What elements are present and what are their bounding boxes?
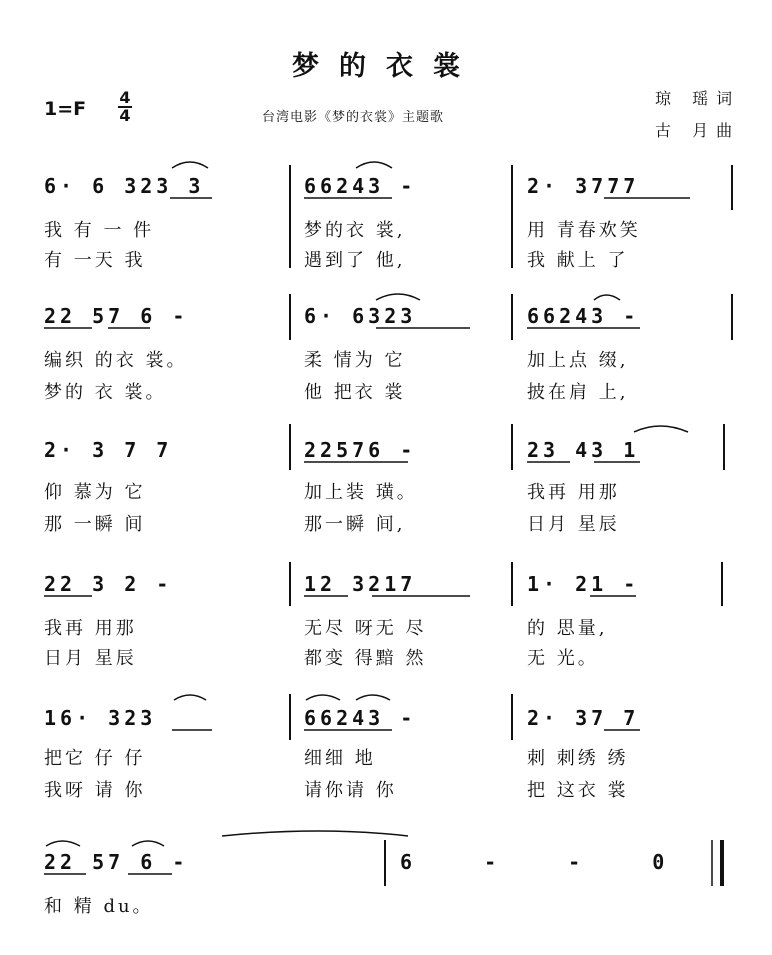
row2-lyric2-m2: 他 把衣 裳: [304, 382, 406, 403]
row5-lyric2-m1: 我呀 请 你: [44, 780, 146, 801]
row5-lyric1-m2: 细细 地: [304, 748, 376, 769]
row6-measure2-notes: 6 - - 0: [400, 850, 695, 874]
row1-lyric2-m2: 遇到了 他,: [304, 250, 406, 271]
row2-measure2-notes: 6· 6323: [304, 304, 417, 328]
row1-lyric1-m1: 我 有 一 件: [44, 220, 155, 241]
row5-measure2-notes: 66243 -: [304, 706, 417, 730]
row4-lyric2-m3: 无 光。: [527, 648, 599, 669]
slur-arc: [634, 426, 688, 432]
row2-lyric1-m1: 编织 的衣 裳。: [44, 350, 188, 371]
row4-measure3-notes: 1· 21 -: [527, 572, 640, 596]
slur-arc: [594, 295, 620, 300]
slur-arc: [306, 695, 340, 700]
tie-arc: [222, 831, 408, 836]
row1-lyric2-m1: 有 一天 我: [44, 250, 146, 271]
row2-measure3-notes: 66243 -: [527, 304, 640, 328]
lyricist-credit: 琼 瑶词: [655, 89, 741, 108]
row6-lyric1-m1: 和 精 du。: [44, 896, 154, 917]
row1-measure2-notes: 66243 -: [304, 174, 417, 198]
row1-measure1-notes: 6· 6 323 3: [44, 174, 205, 198]
row3-lyric1-m3: 我再 用那: [527, 482, 620, 503]
song-title: 梦的衣裳: [292, 51, 480, 82]
row6-measure1-notes: 22 57 6 -: [44, 850, 189, 874]
row2-lyric2-m1: 梦的 衣 裳。: [44, 382, 167, 403]
row3-measure1-notes: 2· 3 7 7: [44, 438, 173, 462]
composer-credit: 古 月曲: [655, 121, 741, 140]
slur-arc: [132, 841, 164, 846]
slur-arc: [174, 695, 206, 700]
row5-measure3-notes: 2· 37 7: [527, 706, 640, 730]
slur-arc: [46, 841, 80, 846]
row3-lyric1-m1: 仰 慕为 它: [44, 482, 146, 503]
row5-measure1-notes: 16· 323: [44, 706, 157, 730]
row2-lyric1-m2: 柔 情为 它: [304, 350, 406, 371]
row4-measure1-notes: 22 3 2 -: [44, 572, 173, 596]
row1-measure3-notes: 2· 3777: [527, 174, 640, 198]
row4-lyric2-m1: 日月 星辰: [44, 648, 137, 669]
row5-lyric1-m1: 把它 仔 仔: [44, 748, 146, 769]
row4-lyric1-m1: 我再 用那: [44, 618, 137, 639]
row2-lyric1-m3: 加上点 缀,: [527, 350, 629, 371]
row3-lyric2-m3: 日月 星辰: [527, 514, 620, 535]
row5-lyric2-m3: 把 这衣 裳: [527, 780, 629, 801]
row5-lyric1-m3: 刺 刺绣 绣: [527, 748, 629, 769]
time-signature-top: 4: [119, 88, 131, 107]
slur-arc: [172, 162, 208, 168]
row3-lyric1-m2: 加上装 璜。: [304, 482, 418, 503]
row5-lyric2-m2: 请你请 你: [304, 780, 397, 801]
row3-measure3-notes: 23 43 1: [527, 438, 640, 462]
key-signature-text: 1=F: [44, 98, 87, 120]
row3-lyric2-m2: 那一瞬 间,: [304, 514, 406, 535]
row4-lyric1-m2: 无尽 呀无 尽: [304, 618, 427, 639]
subtitle: 台湾电影《梦的衣裳》主题歌: [262, 110, 445, 125]
slur-arc: [356, 162, 392, 168]
slur-arc: [376, 294, 420, 300]
row4-lyric1-m3: 的 思量,: [527, 618, 608, 639]
row3-measure2-notes: 22576 -: [304, 438, 417, 462]
time-signature-bottom: 4: [119, 106, 131, 125]
row2-lyric2-m3: 披在肩 上,: [527, 382, 629, 403]
row2-measure1-notes: 22 57 6 -: [44, 304, 189, 328]
slur-arc: [356, 695, 390, 700]
row1-lyric1-m3: 用 青春欢笑: [527, 220, 641, 241]
row4-measure2-notes: 12 3217: [304, 572, 417, 596]
row3-lyric2-m1: 那 一瞬 间: [44, 514, 146, 535]
row1-lyric2-m3: 我 献上 了: [527, 250, 629, 271]
row4-lyric2-m2: 都变 得黯 然: [304, 648, 427, 669]
row1-lyric1-m2: 梦的衣 裳,: [304, 220, 406, 241]
